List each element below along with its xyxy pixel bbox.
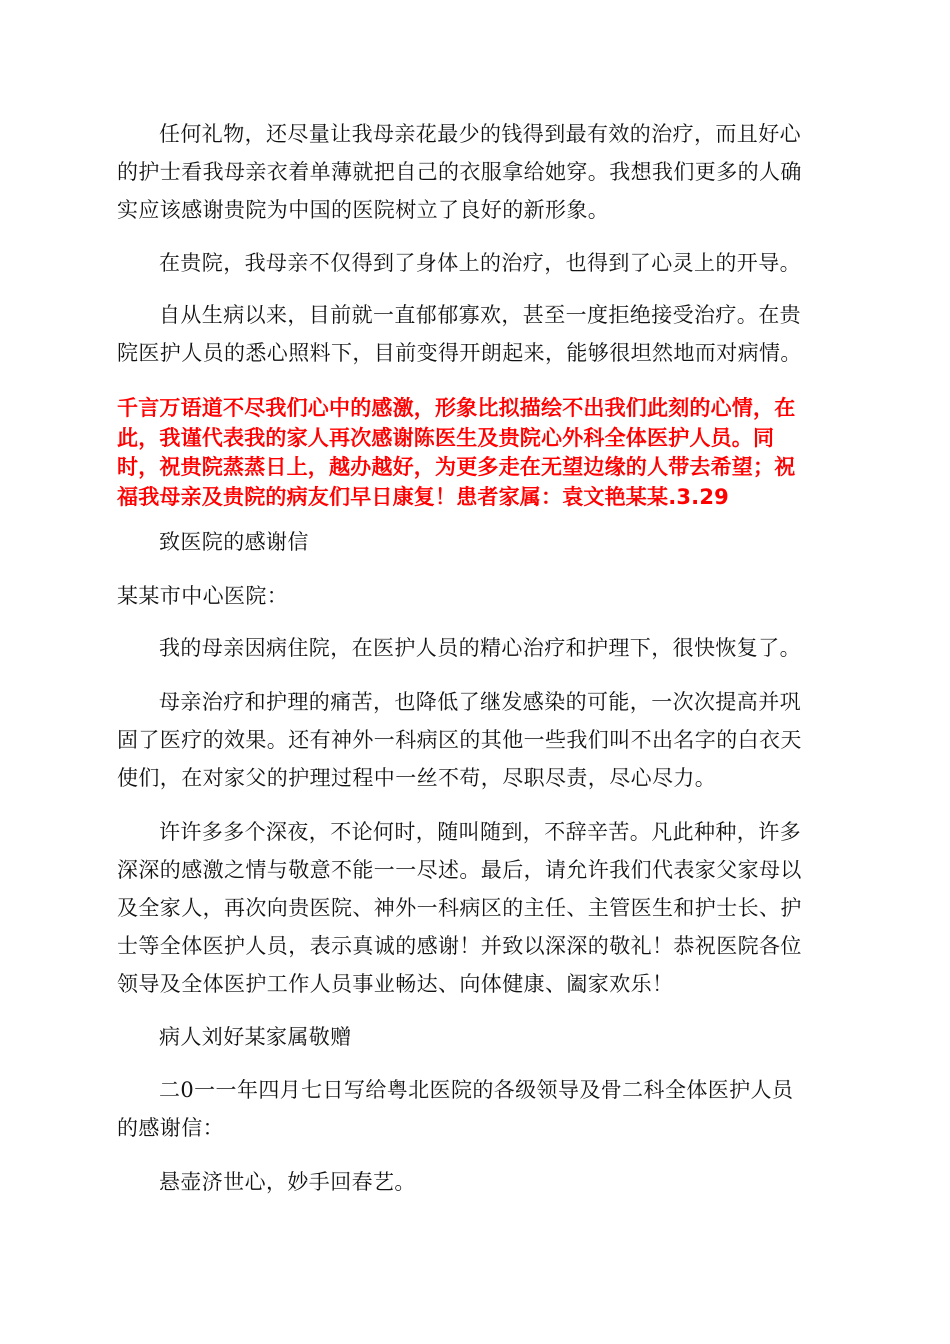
text-line: 及全家人，再次向贵医院、神外一科病区的主任、主管医生和护士长、护 bbox=[117, 896, 802, 920]
text-line: 的护士看我母亲衣着单薄就把自己的衣服拿给她穿。我想我们更多的人确 bbox=[117, 160, 802, 184]
text-line: 我的母亲因病住院，在医护人员的精心治疗和护理下，很快恢复了。 bbox=[159, 636, 801, 660]
letter-salutation bbox=[117, 577, 833, 615]
text-line: 深深的感激之情与敬意不能一一尽述。最后，请允许我们代表家父家母以 bbox=[117, 858, 802, 882]
letter-title bbox=[117, 523, 833, 561]
text-line: 此，我谨代表我的家人再次感谢陈医生及贵院心外科全体医护人员。同 bbox=[117, 425, 775, 450]
paragraph-treatment-effect bbox=[117, 683, 833, 797]
text-line: 病人刘好某家属敬赠 bbox=[159, 1025, 352, 1049]
text-line: 悬壶济世心，妙手回春艺。 bbox=[159, 1170, 416, 1194]
text-line: 院医护人员的悉心照料下，目前变得开朗起来，能够很坦然地而对病情。 bbox=[117, 341, 802, 365]
paragraph-since-illness bbox=[117, 296, 833, 372]
text-line: 士等全体医护人员，表示真诚的感谢！并致以深深的敬礼！恭祝医院各位 bbox=[117, 934, 802, 958]
text-line: 母亲治疗和护理的痛苦，也降低了继发感染的可能，一次次提高并巩 bbox=[159, 690, 801, 714]
paragraph-second-letter-intro bbox=[117, 1071, 833, 1147]
paragraph-gifts-and-treatment bbox=[117, 115, 833, 229]
text-line: 福我母亲及贵院的病友们早日康复！患者家属：袁文艳某某.3.29 bbox=[117, 484, 729, 509]
text-line: 某某市中心医院： bbox=[117, 584, 289, 608]
paragraph-couplet bbox=[117, 1163, 833, 1201]
highlighted-thanks-paragraph bbox=[117, 394, 833, 512]
paragraph-mother-recovered bbox=[117, 629, 833, 667]
text-line: 二0一一年四月七日写给粤北医院的各级领导及骨二科全体医护人员 bbox=[159, 1078, 794, 1102]
signature-line bbox=[117, 1018, 833, 1056]
text-line: 在贵院，我母亲不仅得到了身体上的治疗，也得到了心灵上的开导。 bbox=[159, 251, 801, 275]
paragraph-gratitude bbox=[117, 813, 833, 1003]
text-line: 自从生病以来，目前就一直郁郁寡欢，甚至一度拒绝接受治疗。在贵 bbox=[159, 303, 801, 327]
text-line: 任何礼物，还尽量让我母亲花最少的钱得到最有效的治疗，而且好心 bbox=[159, 122, 801, 146]
text-line: 使们，在对家父的护理过程中一丝不苟，尽职尽责，尽心尽力。 bbox=[117, 766, 717, 790]
text-line: 时，祝贵院蒸蒸日上，越办越好，为更多走在无望边缘的人带去希望；祝 bbox=[117, 455, 796, 479]
text-line: 固了医疗的效果。还有神外一科病区的其他一些我们叫不出名字的白衣天 bbox=[117, 728, 802, 752]
text-line: 许许多多个深夜，不论何时，随叫随到，不辞辛苦。凡此种种，许多 bbox=[159, 820, 801, 844]
text-line: 千言万语道不尽我们心中的感激，形象比拟描绘不出我们此刻的心情，在 bbox=[117, 396, 796, 420]
text-line: 实应该感谢贵院为中国的医院树立了良好的新形象。 bbox=[117, 198, 610, 222]
text-line: 的感谢信： bbox=[117, 1116, 224, 1140]
text-line: 领导及全体医护工作人员事业畅达、向体健康、阖家欢乐！ bbox=[117, 972, 674, 996]
paragraph-spiritual-care bbox=[117, 244, 833, 282]
text-line: 致医院的感谢信 bbox=[159, 530, 309, 554]
